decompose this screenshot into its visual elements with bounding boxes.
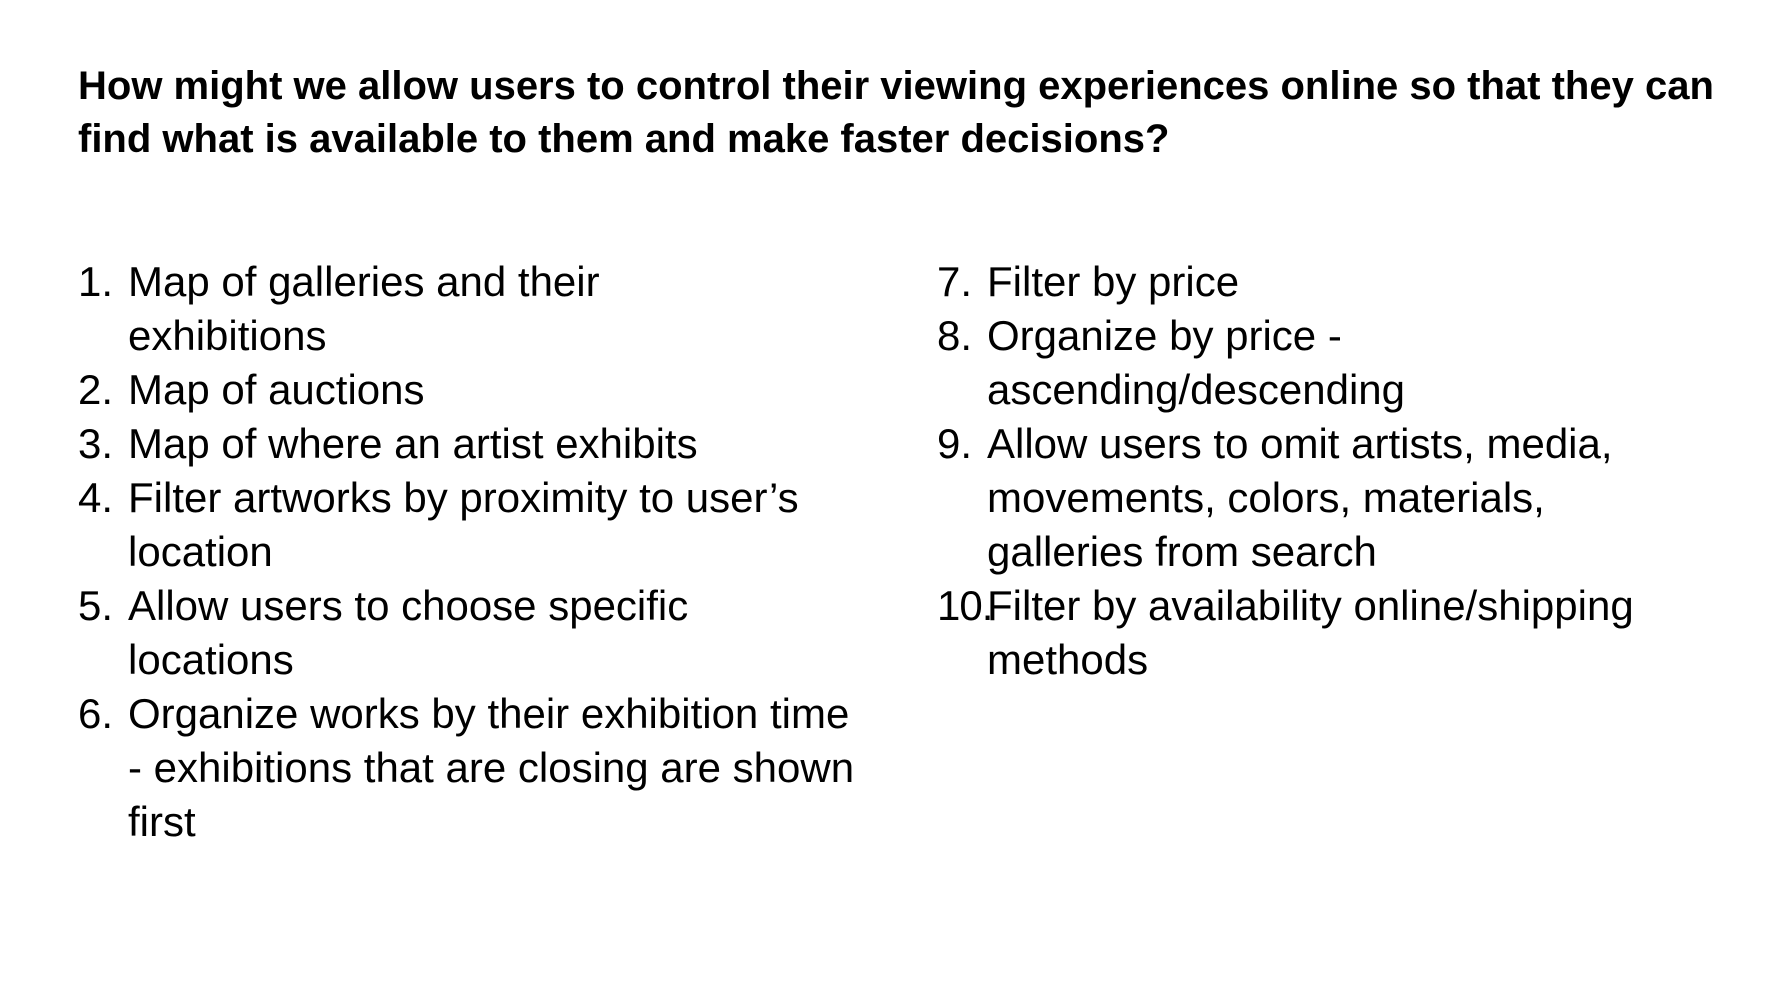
list-item [937, 417, 1707, 579]
list-item [78, 579, 818, 687]
item-number: 5. [78, 582, 114, 629]
item-text: Map of auctions [128, 366, 425, 413]
item-number: 1. [78, 258, 114, 305]
list-item [937, 255, 1767, 309]
item-text: Allow users to omit artists, media, movements, colors, materials, galleries from search [987, 420, 1613, 575]
item-number: 2. [78, 366, 114, 413]
item-text: Filter artworks by proximity to user’s location [128, 474, 799, 575]
item-number: 3. [78, 420, 114, 467]
item-number: 7. [937, 258, 973, 305]
item-text: Filter by price [987, 258, 1240, 305]
item-text: Organize by price - ascending/descending [987, 312, 1405, 413]
list-item [78, 417, 898, 471]
list-item [937, 579, 1767, 687]
item-number: 9. [937, 420, 973, 467]
item-number: 4. [78, 474, 114, 521]
idea-list-right [937, 255, 1767, 687]
list-item [78, 363, 898, 417]
item-text: Map of where an artist exhibits [128, 420, 698, 467]
list-item [78, 687, 868, 849]
idea-list-left [78, 255, 898, 849]
list-item [78, 255, 708, 363]
item-number: 10. [937, 582, 993, 629]
list-item [937, 309, 1487, 417]
item-text: Allow users to choose specific locations [128, 582, 689, 683]
slide-title: How might we allow users to control their viewing experiences online so that they can find what is available to them and make faster decisions? [78, 64, 1714, 161]
item-number: 6. [78, 690, 114, 737]
item-text: Filter by availability online/shipping methods [987, 582, 1634, 683]
item-text: Map of galleries and their exhibitions [128, 258, 600, 359]
list-item [78, 471, 908, 579]
item-number: 8. [937, 312, 973, 359]
item-text: Organize works by their exhibition time - exhibitions that are closing are shown first [128, 690, 855, 845]
